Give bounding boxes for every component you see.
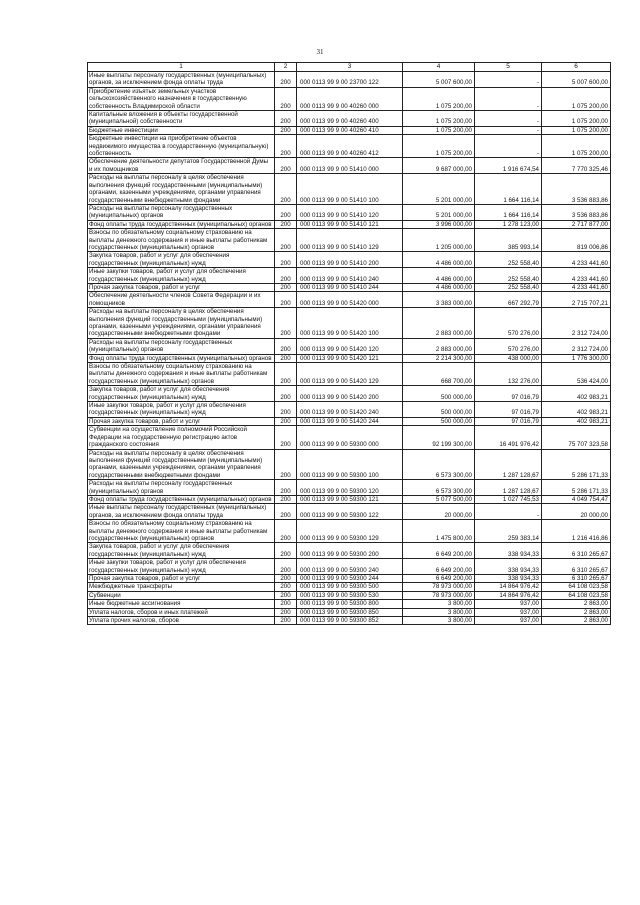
row-code-cell: 200 <box>275 617 297 625</box>
row-remaining-amount-cell: 1 776 300,00 <box>542 354 611 362</box>
row-remaining-amount-cell: 402 983,21 <box>542 417 611 425</box>
row-approved-amount-cell: 4 486 000,00 <box>403 283 475 291</box>
row-code-cell: 200 <box>275 520 297 543</box>
row-classification-code-cell: 000 0113 99 9 00 59300 129 <box>297 520 403 543</box>
row-remaining-amount-cell: 6 310 265,67 <box>542 543 611 559</box>
table-row <box>88 229 611 252</box>
row-executed-amount-cell: 667 292,79 <box>475 292 542 308</box>
row-approved-amount-cell: 500 000,00 <box>403 386 475 402</box>
row-executed-amount-cell: 252 558,40 <box>475 268 542 284</box>
column-header-4: 4 <box>403 63 475 72</box>
table-row <box>88 363 611 386</box>
row-name-cell: Расходы на выплаты персоналу в целях обеспечения выполнения функций государственными (муниципальными) органами, казенными учреждениями, органами управления государственными внебюджетными фондами <box>88 449 275 480</box>
row-remaining-amount-cell: 20 000,00 <box>542 504 611 520</box>
row-executed-amount-cell: 1 916 674,54 <box>475 158 542 174</box>
row-name-cell: Расходы на выплаты персоналу государственных (муниципальных) органов <box>88 204 275 220</box>
row-name-cell: Межбюджетные трансферты <box>88 583 275 591</box>
table-row <box>88 417 611 425</box>
row-code-cell: 200 <box>275 252 297 268</box>
row-code-cell: 200 <box>275 204 297 220</box>
row-executed-amount-cell: 132 276,00 <box>475 363 542 386</box>
table-row <box>88 87 611 110</box>
row-executed-amount-cell: 338 934,33 <box>475 575 542 583</box>
table-row <box>88 402 611 418</box>
row-remaining-amount-cell: 5 286 171,33 <box>542 480 611 496</box>
table-row <box>88 617 611 625</box>
row-classification-code-cell: 000 0113 99 9 00 40260 400 <box>297 111 403 127</box>
row-executed-amount-cell: - <box>475 126 542 134</box>
row-code-cell: 200 <box>275 417 297 425</box>
row-executed-amount-cell: 1 287 128,67 <box>475 449 542 480</box>
row-approved-amount-cell: 1 475 800,00 <box>403 520 475 543</box>
row-remaining-amount-cell: 2 863,00 <box>542 617 611 625</box>
row-classification-code-cell: 000 0113 99 9 00 59300 100 <box>297 449 403 480</box>
row-name-cell: Уплата налогов, сборов и иных платежей <box>88 608 275 616</box>
table-row <box>88 559 611 575</box>
row-executed-amount-cell: 1 664 116,14 <box>475 174 542 205</box>
row-remaining-amount-cell: 4 233 441,60 <box>542 252 611 268</box>
row-name-cell: Фонд оплаты труда государственных (муниципальных) органов <box>88 354 275 362</box>
table-row <box>88 386 611 402</box>
row-name-cell: Расходы на выплаты персоналу в целях обеспечения выполнения функций государственными (муниципальными) органами, казенными учреждениями, органами управления государственными внебюджетными фондами <box>88 308 275 339</box>
row-name-cell: Закупка товаров, работ и услуг для обеспечения государственных (муниципальных) нужд <box>88 252 275 268</box>
column-header-6: 6 <box>542 63 611 72</box>
table-row <box>88 575 611 583</box>
row-name-cell: Иные выплаты персоналу государственных (муниципальных) органов, за исключением фонда оплаты труда <box>88 72 275 88</box>
row-code-cell: 200 <box>275 583 297 591</box>
row-approved-amount-cell: 3 800,00 <box>403 617 475 625</box>
row-name-cell: Иные закупки товаров, работ и услуг для обеспечения государственных (муниципальных) нужд <box>88 268 275 284</box>
table-row <box>88 283 611 291</box>
row-code-cell: 200 <box>275 72 297 88</box>
row-code-cell: 200 <box>275 608 297 616</box>
row-classification-code-cell: 000 0113 99 9 00 23700 122 <box>297 72 403 88</box>
row-approved-amount-cell: 1 075 200,00 <box>403 126 475 134</box>
row-classification-code-cell: 000 0113 99 9 00 51420 120 <box>297 338 403 354</box>
row-classification-code-cell: 000 0113 99 9 00 51420 121 <box>297 354 403 362</box>
row-remaining-amount-cell: 1 075 200,00 <box>542 87 611 110</box>
row-remaining-amount-cell: 2 863,00 <box>542 600 611 608</box>
table-row <box>88 354 611 362</box>
row-approved-amount-cell: 2 214 300,00 <box>403 354 475 362</box>
row-classification-code-cell: 000 0113 99 9 00 59300 244 <box>297 575 403 583</box>
row-remaining-amount-cell: 1 075 200,00 <box>542 111 611 127</box>
row-executed-amount-cell: 14 864 976,42 <box>475 583 542 591</box>
row-classification-code-cell: 000 0113 99 9 00 59300 530 <box>297 591 403 599</box>
row-name-cell: Уплата прочих налогов, сборов <box>88 617 275 625</box>
row-executed-amount-cell: 937,00 <box>475 600 542 608</box>
row-executed-amount-cell: 570 276,00 <box>475 338 542 354</box>
row-remaining-amount-cell: 1 075 200,00 <box>542 135 611 158</box>
row-classification-code-cell: 000 0113 99 9 00 51420 200 <box>297 386 403 402</box>
row-code-cell: 200 <box>275 174 297 205</box>
row-code-cell: 200 <box>275 495 297 503</box>
column-header-5: 5 <box>475 63 542 72</box>
row-name-cell: Взносы по обязательному социальному страхованию на выплаты денежного содержания и иные выплаты работникам государственных (муниципальных) органов <box>88 363 275 386</box>
row-remaining-amount-cell: 536 424,00 <box>542 363 611 386</box>
row-approved-amount-cell: 6 649 200,00 <box>403 543 475 559</box>
row-classification-code-cell: 000 0113 99 9 00 59300 120 <box>297 480 403 496</box>
row-name-cell: Закупка товаров, работ и услуг для обеспечения государственных (муниципальных) нужд <box>88 386 275 402</box>
row-approved-amount-cell: 20 000,00 <box>403 504 475 520</box>
row-classification-code-cell: 000 0113 99 9 00 59300 800 <box>297 600 403 608</box>
row-code-cell: 200 <box>275 268 297 284</box>
row-name-cell: Фонд оплаты труда государственных (муниципальных) органов <box>88 220 275 228</box>
row-remaining-amount-cell: 1 075 200,00 <box>542 126 611 134</box>
row-approved-amount-cell: 3 800,00 <box>403 600 475 608</box>
row-code-cell: 200 <box>275 559 297 575</box>
row-classification-code-cell: 000 0113 99 9 00 59300 850 <box>297 608 403 616</box>
row-name-cell: Взносы по обязательному социальному страхованию на выплаты денежного содержания и иные выплаты работникам государственных (муниципальных) органов <box>88 229 275 252</box>
row-code-cell: 200 <box>275 575 297 583</box>
row-classification-code-cell: 000 0113 99 9 00 51410 129 <box>297 229 403 252</box>
row-executed-amount-cell: 385 993,14 <box>475 229 542 252</box>
row-name-cell: Субвенции <box>88 591 275 599</box>
row-approved-amount-cell: 3 996 000,00 <box>403 220 475 228</box>
row-executed-amount-cell: 97 016,79 <box>475 386 542 402</box>
row-remaining-amount-cell: 1 216 416,86 <box>542 520 611 543</box>
table-body <box>88 63 611 625</box>
row-remaining-amount-cell: 6 310 265,67 <box>542 559 611 575</box>
row-classification-code-cell: 000 0113 99 9 00 51410 121 <box>297 220 403 228</box>
table-row <box>88 608 611 616</box>
row-classification-code-cell: 000 0113 99 9 00 59300 852 <box>297 617 403 625</box>
row-remaining-amount-cell: 6 310 265,67 <box>542 575 611 583</box>
row-remaining-amount-cell: 64 108 023,58 <box>542 583 611 591</box>
row-executed-amount-cell: 1 278 123,00 <box>475 220 542 228</box>
row-name-cell: Расходы на выплаты персоналу государственных (муниципальных) органов <box>88 480 275 496</box>
row-executed-amount-cell: 1 287 128,67 <box>475 480 542 496</box>
row-name-cell: Приобретение изъятых земельных участков сельскохозяйственного назначения в государственную собственность Владимирской области <box>88 87 275 110</box>
row-code-cell: 200 <box>275 600 297 608</box>
row-classification-code-cell: 000 0113 99 9 00 51410 000 <box>297 158 403 174</box>
row-remaining-amount-cell: 2 717 877,00 <box>542 220 611 228</box>
row-code-cell: 200 <box>275 386 297 402</box>
row-remaining-amount-cell: 819 006,86 <box>542 229 611 252</box>
row-executed-amount-cell: - <box>475 111 542 127</box>
table-row <box>88 135 611 158</box>
table-row <box>88 543 611 559</box>
table-row <box>88 111 611 127</box>
row-code-cell: 200 <box>275 363 297 386</box>
row-remaining-amount-cell: 2 312 724,00 <box>542 308 611 339</box>
row-approved-amount-cell: 9 687 000,00 <box>403 158 475 174</box>
row-classification-code-cell: 000 0113 99 9 00 51420 244 <box>297 417 403 425</box>
row-classification-code-cell: 000 0113 99 9 00 51420 129 <box>297 363 403 386</box>
row-name-cell: Обеспечение деятельности депутатов Государственной Думы и их помощников <box>88 158 275 174</box>
row-approved-amount-cell: 5 007 600,00 <box>403 72 475 88</box>
row-executed-amount-cell: 14 864 976,42 <box>475 591 542 599</box>
row-approved-amount-cell: 1 205 000,00 <box>403 229 475 252</box>
table-row <box>88 126 611 134</box>
row-name-cell: Иные закупки товаров, работ и услуг для обеспечения государственных (муниципальных) нужд <box>88 402 275 418</box>
row-executed-amount-cell: 97 016,79 <box>475 402 542 418</box>
row-approved-amount-cell: 6 649 200,00 <box>403 575 475 583</box>
row-approved-amount-cell: 6 573 300,00 <box>403 449 475 480</box>
row-name-cell: Взносы по обязательному социальному страхованию на выплаты денежного содержания и иные выплаты работникам государственных (муниципальных) органов <box>88 520 275 543</box>
row-classification-code-cell: 000 0113 99 9 00 40260 412 <box>297 135 403 158</box>
row-remaining-amount-cell: 402 983,21 <box>542 386 611 402</box>
page-number: 31 <box>316 48 324 56</box>
row-classification-code-cell: 000 0113 99 9 00 51410 240 <box>297 268 403 284</box>
row-classification-code-cell: 000 0113 99 9 00 59300 240 <box>297 559 403 575</box>
row-executed-amount-cell: 438 000,00 <box>475 354 542 362</box>
row-remaining-amount-cell: 3 536 883,86 <box>542 204 611 220</box>
row-executed-amount-cell: 252 558,40 <box>475 283 542 291</box>
column-header-2: 2 <box>275 63 297 72</box>
row-code-cell: 200 <box>275 111 297 127</box>
row-executed-amount-cell: - <box>475 504 542 520</box>
table-row <box>88 583 611 591</box>
row-code-cell: 200 <box>275 402 297 418</box>
row-approved-amount-cell: 1 075 200,00 <box>403 111 475 127</box>
row-approved-amount-cell: 1 075 200,00 <box>403 135 475 158</box>
row-classification-code-cell: 000 0113 99 9 00 51420 000 <box>297 292 403 308</box>
row-name-cell: Обеспечение деятельности членов Совета Федерации и их помощников <box>88 292 275 308</box>
row-code-cell: 200 <box>275 480 297 496</box>
table-row <box>88 220 611 228</box>
row-name-cell: Бюджетные инвестиции <box>88 126 275 134</box>
table-row <box>88 252 611 268</box>
row-approved-amount-cell: 78 973 000,00 <box>403 591 475 599</box>
column-header-1: 1 <box>88 63 275 72</box>
row-approved-amount-cell: 5 077 500,00 <box>403 495 475 503</box>
row-executed-amount-cell: 16 491 976,42 <box>475 426 542 449</box>
row-remaining-amount-cell: 2 863,00 <box>542 608 611 616</box>
row-classification-code-cell: 000 0113 99 9 00 51410 200 <box>297 252 403 268</box>
row-name-cell: Бюджетные инвестиции на приобретение объектов недвижимого имущества в государственную (муниципальную) собственность <box>88 135 275 158</box>
row-approved-amount-cell: 2 883 000,00 <box>403 338 475 354</box>
row-approved-amount-cell: 6 649 200,00 <box>403 559 475 575</box>
table-row <box>88 204 611 220</box>
row-code-cell: 200 <box>275 220 297 228</box>
row-approved-amount-cell: 4 486 000,00 <box>403 268 475 284</box>
budget-execution-table <box>87 62 611 625</box>
row-name-cell: Субвенции на осуществление полномочий Российской Федерации на государственную регистрацию актов гражданского состояния <box>88 426 275 449</box>
column-header-3: 3 <box>297 63 403 72</box>
row-executed-amount-cell: 338 934,33 <box>475 559 542 575</box>
row-code-cell: 200 <box>275 308 297 339</box>
row-remaining-amount-cell: 64 108 023,58 <box>542 591 611 599</box>
row-approved-amount-cell: 4 486 000,00 <box>403 252 475 268</box>
row-name-cell: Иные закупки товаров, работ и услуг для обеспечения государственных (муниципальных) нужд <box>88 559 275 575</box>
table-row <box>88 338 611 354</box>
row-remaining-amount-cell: 7 770 325,46 <box>542 158 611 174</box>
row-code-cell: 200 <box>275 126 297 134</box>
table-row <box>88 308 611 339</box>
row-executed-amount-cell: - <box>475 135 542 158</box>
row-code-cell: 200 <box>275 591 297 599</box>
row-executed-amount-cell: 259 383,14 <box>475 520 542 543</box>
row-name-cell: Расходы на выплаты персоналу в целях обеспечения выполнения функций государственными (муниципальными) органами, казенными учреждениями, органами управления государственными внебюджетными фондами <box>88 174 275 205</box>
table-row <box>88 600 611 608</box>
row-code-cell: 200 <box>275 354 297 362</box>
row-approved-amount-cell: 3 383 000,00 <box>403 292 475 308</box>
row-approved-amount-cell: 668 700,00 <box>403 363 475 386</box>
table-row <box>88 504 611 520</box>
table-row <box>88 426 611 449</box>
row-name-cell: Капитальные вложения в объекты государственной (муниципальной) собственности <box>88 111 275 127</box>
row-approved-amount-cell: 78 973 000,00 <box>403 583 475 591</box>
row-code-cell: 200 <box>275 229 297 252</box>
row-code-cell: 200 <box>275 504 297 520</box>
row-code-cell: 200 <box>275 87 297 110</box>
row-approved-amount-cell: 3 800,00 <box>403 608 475 616</box>
row-name-cell: Закупка товаров, работ и услуг для обеспечения государственных (муниципальных) нужд <box>88 543 275 559</box>
row-classification-code-cell: 000 0113 99 9 00 40260 410 <box>297 126 403 134</box>
row-approved-amount-cell: 2 883 000,00 <box>403 308 475 339</box>
row-approved-amount-cell: 500 000,00 <box>403 402 475 418</box>
table-row <box>88 520 611 543</box>
row-executed-amount-cell: 570 276,00 <box>475 308 542 339</box>
row-name-cell: Иные бюджетные ассигнования <box>88 600 275 608</box>
row-remaining-amount-cell: 3 536 883,86 <box>542 174 611 205</box>
row-approved-amount-cell: 5 201 000,00 <box>403 204 475 220</box>
row-code-cell: 200 <box>275 426 297 449</box>
row-classification-code-cell: 000 0113 99 9 00 51410 120 <box>297 204 403 220</box>
row-code-cell: 200 <box>275 158 297 174</box>
table-row <box>88 495 611 503</box>
row-classification-code-cell: 000 0113 99 9 00 51410 244 <box>297 283 403 291</box>
column-number-row <box>88 63 611 72</box>
row-classification-code-cell: 000 0113 99 9 00 59300 122 <box>297 504 403 520</box>
row-classification-code-cell: 000 0113 99 9 00 59300 500 <box>297 583 403 591</box>
row-remaining-amount-cell: 4 233 441,60 <box>542 283 611 291</box>
row-executed-amount-cell: - <box>475 87 542 110</box>
row-remaining-amount-cell: 4 233 441,60 <box>542 268 611 284</box>
row-classification-code-cell: 000 0113 99 9 00 59300 000 <box>297 426 403 449</box>
row-code-cell: 200 <box>275 292 297 308</box>
table-row <box>88 591 611 599</box>
row-approved-amount-cell: 1 075 200,00 <box>403 87 475 110</box>
row-approved-amount-cell: 500 000,00 <box>403 417 475 425</box>
row-name-cell: Прочая закупка товаров, работ и услуг <box>88 283 275 291</box>
table-row <box>88 480 611 496</box>
row-remaining-amount-cell: 2 312 724,00 <box>542 338 611 354</box>
table-row <box>88 174 611 205</box>
row-name-cell: Расходы на выплаты персоналу государственных (муниципальных) органов <box>88 338 275 354</box>
row-classification-code-cell: 000 0113 99 9 00 51420 100 <box>297 308 403 339</box>
table-row <box>88 158 611 174</box>
row-name-cell: Фонд оплаты труда государственных (муниципальных) органов <box>88 495 275 503</box>
row-remaining-amount-cell: 5 286 171,33 <box>542 449 611 480</box>
row-code-cell: 200 <box>275 449 297 480</box>
row-code-cell: 200 <box>275 543 297 559</box>
row-name-cell: Иные выплаты персоналу государственных (муниципальных) органов, за исключением фонда оплаты труда <box>88 504 275 520</box>
row-code-cell: 200 <box>275 135 297 158</box>
row-remaining-amount-cell: 5 007 600,00 <box>542 72 611 88</box>
row-executed-amount-cell: 1 027 745,53 <box>475 495 542 503</box>
table-row <box>88 449 611 480</box>
table-row <box>88 292 611 308</box>
row-executed-amount-cell: 1 664 116,14 <box>475 204 542 220</box>
row-approved-amount-cell: 92 199 300,00 <box>403 426 475 449</box>
row-classification-code-cell: 000 0113 99 9 00 40260 000 <box>297 87 403 110</box>
row-code-cell: 200 <box>275 338 297 354</box>
row-executed-amount-cell: 252 558,40 <box>475 252 542 268</box>
row-remaining-amount-cell: 4 049 754,47 <box>542 495 611 503</box>
row-classification-code-cell: 000 0113 99 9 00 51420 240 <box>297 402 403 418</box>
row-remaining-amount-cell: 2 715 707,21 <box>542 292 611 308</box>
table-row <box>88 268 611 284</box>
row-approved-amount-cell: 5 201 000,00 <box>403 174 475 205</box>
table-row <box>88 72 611 88</box>
row-code-cell: 200 <box>275 283 297 291</box>
row-remaining-amount-cell: 402 983,21 <box>542 402 611 418</box>
row-name-cell: Прочая закупка товаров, работ и услуг <box>88 417 275 425</box>
row-executed-amount-cell: 97 016,79 <box>475 417 542 425</box>
row-classification-code-cell: 000 0113 99 9 00 59300 200 <box>297 543 403 559</box>
row-classification-code-cell: 000 0113 99 9 00 59300 121 <box>297 495 403 503</box>
row-name-cell: Прочая закупка товаров, работ и услуг <box>88 575 275 583</box>
row-classification-code-cell: 000 0113 99 9 00 51410 100 <box>297 174 403 205</box>
row-executed-amount-cell: - <box>475 72 542 88</box>
row-approved-amount-cell: 6 573 300,00 <box>403 480 475 496</box>
row-executed-amount-cell: 937,00 <box>475 608 542 616</box>
row-executed-amount-cell: 937,00 <box>475 617 542 625</box>
row-executed-amount-cell: 338 934,33 <box>475 543 542 559</box>
row-remaining-amount-cell: 75 707 323,58 <box>542 426 611 449</box>
